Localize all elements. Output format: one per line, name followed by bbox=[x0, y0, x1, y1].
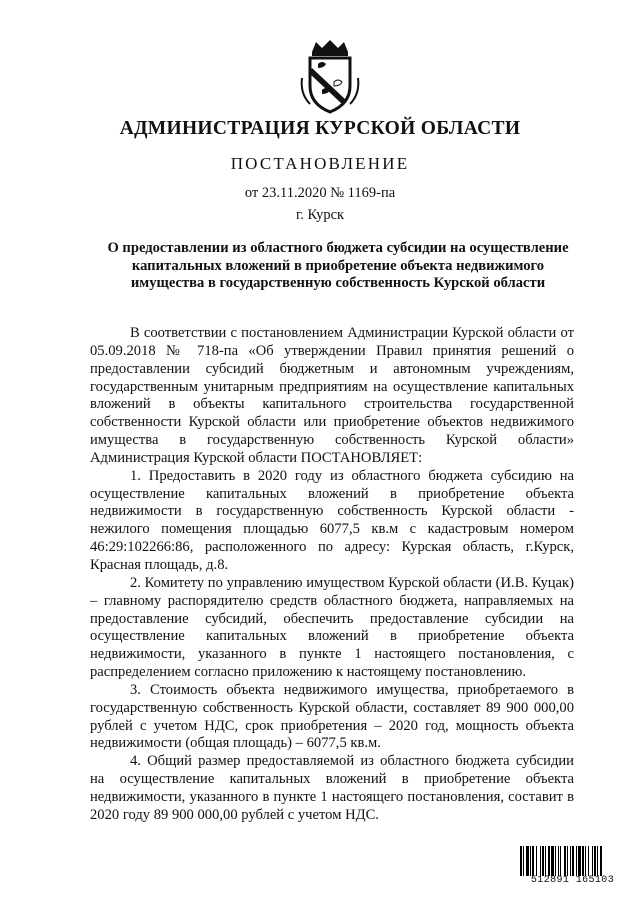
paragraph-item-3: 3. Стоимость объекта недвижимого имущества, приобретаемого в государственную собственность Курской области, составляет 89 900 000,00 рублей с учетом НДС, срок приобретения – 2020 год, мощность объекта недвижимости (общая площадь) – 6077,5 кв.м. bbox=[90, 681, 574, 752]
paragraph-item-4: 4. Общий размер предоставляемой из областного бюджета субсидии на осуществление капитальных вложений в приобретение объекта недвижимости, указанного в пункте 1 настоящего постановления, составит в 2020 году 89 900 000,00 рублей с учетом НДС. bbox=[90, 753, 574, 823]
barcode bbox=[520, 846, 625, 888]
barcode-bars bbox=[520, 846, 625, 876]
paragraph-item-2: 2. Комитету по управлению имуществом Курской области (И.В. Куцак) – главному распорядителю средств областного бюджета, направляемых на предоставление субсидий, обеспечить предоставление субсидии на осуществление капитальных вложений в приобретение объекта недвижимости, указанного в пункте 1 настоящего постановления, с распределением согласно приложению к настоящему постановлению. bbox=[90, 574, 574, 681]
document-number: от 23.11.2020 № 1169-па bbox=[244, 185, 396, 201]
agency-name: АДМИНИСТРАЦИЯ КУРСКОЙ ОБЛАСТИ bbox=[119, 118, 521, 139]
document-body bbox=[90, 325, 574, 825]
document-type: ПОСТАНОВЛЕНИЕ bbox=[230, 154, 410, 173]
document-title: О предоставлении из областного бюджета субсидии на осуществление капитальных вложений в приобретение объекта недвижимого имущества в государственную собственность Курской области bbox=[107, 240, 569, 291]
paragraph-item-1: 1. Предоставить в 2020 году из областного бюджета субсидию на осуществление капитальных вложений в приобретение объекта недвижимости в государственную собственность Курской области - нежилого помещения площадью 6077,5 кв.м с кадастровым номером 46:29:102266:86, расположенного по адресу: Курская область, г.Курск, Красная площадь, д.8. bbox=[90, 467, 574, 573]
document-city: г. Курск bbox=[295, 207, 345, 223]
paragraph-preamble: В соответствии с постановлением Администрации Курской области от 05.09.2018 № 718-па «Об утверждении Правил принятия решений о предоставлении субсидий бюджетным и автономным учреждениям, государственным унитарным предприятиям на осуществление капитальных вложений в объекты капитального строительства государственной собственности Курской области или приобретение объектов недвижимого имущества в государственную собственность Курской области» Администрация Курской области ПОСТАНОВЛЯЕТ: bbox=[90, 325, 574, 466]
barcode-number: 512891 165103 bbox=[530, 875, 615, 886]
kursk-coat-of-arms-icon bbox=[298, 38, 362, 116]
barcode-bar bbox=[602, 846, 603, 876]
